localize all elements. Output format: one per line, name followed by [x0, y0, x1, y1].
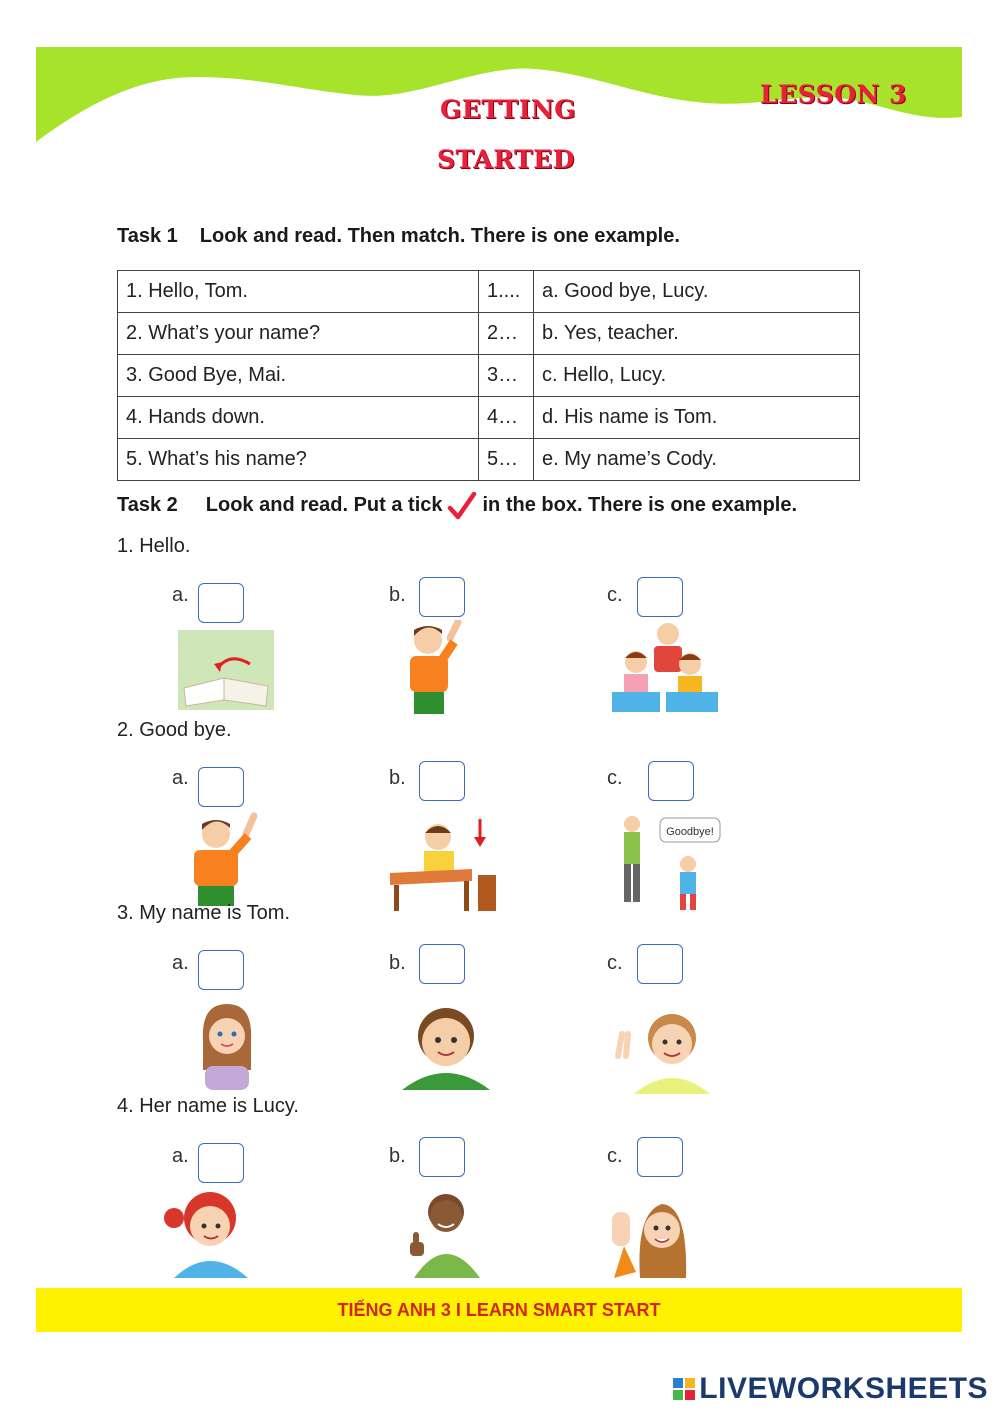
task2-instruction-end: in the box. There is one example.	[482, 493, 798, 516]
task2-heading	[117, 492, 797, 518]
q3-answer-box-a[interactable]	[198, 950, 244, 990]
table-row	[118, 439, 860, 481]
option-cell: a. Good bye, Lucy.	[534, 271, 860, 313]
option-label: c.	[607, 1145, 623, 1167]
boy-portrait-image	[398, 998, 494, 1090]
question-cell: 2. What’s your name?	[118, 313, 479, 355]
answer-slot[interactable]: 4…	[479, 397, 534, 439]
q1-answer-box-b[interactable]	[419, 577, 465, 617]
boy-at-desk-image	[388, 815, 500, 913]
option-label: c.	[607, 584, 623, 606]
task1-heading	[117, 225, 680, 248]
option-label: a.	[172, 767, 189, 789]
option-label: b.	[389, 1145, 406, 1167]
table-row	[118, 355, 860, 397]
table-row	[118, 313, 860, 355]
q1-answer-box-a[interactable]	[198, 583, 244, 623]
option-label: b.	[389, 952, 406, 974]
open-book-image	[178, 630, 274, 710]
task1-number: Task 1	[117, 225, 178, 247]
girl-portrait-image	[195, 1000, 259, 1090]
answer-slot[interactable]: 1....	[479, 271, 534, 313]
answer-slot[interactable]: 3…	[479, 355, 534, 397]
boy-thumbs-up-image	[404, 1186, 486, 1278]
title-line-1: GETTING	[440, 95, 577, 124]
q2-answer-box-a[interactable]	[198, 767, 244, 807]
q1-answer-box-c[interactable]	[637, 577, 683, 617]
girl-waving-image	[610, 1192, 696, 1278]
option-label: a.	[172, 952, 189, 974]
option-label: a.	[172, 1145, 189, 1167]
question-cell: 1. Hello, Tom.	[118, 271, 479, 313]
question-2-text: 2. Good bye.	[117, 719, 232, 741]
boy-peace-sign-image	[612, 1006, 712, 1094]
footer-bar	[36, 1288, 962, 1332]
title-line-2: STARTED	[437, 145, 575, 174]
matching-table	[117, 270, 860, 481]
tick-icon	[447, 492, 477, 520]
q2-answer-box-c[interactable]	[648, 761, 694, 801]
goodbye-scene-image	[608, 812, 726, 912]
option-label: b.	[389, 767, 406, 789]
option-label: c.	[607, 952, 623, 974]
answer-slot[interactable]: 2…	[479, 313, 534, 355]
liveworksheets-brand[interactable]	[673, 1372, 988, 1406]
brand-name: LIVEWORKSHEETS	[699, 1372, 988, 1405]
table-row	[118, 271, 860, 313]
option-cell: c. Hello, Lucy.	[534, 355, 860, 397]
red-haired-girl-image	[162, 1188, 252, 1278]
option-cell: e. My name’s Cody.	[534, 439, 860, 481]
q2-answer-box-b[interactable]	[419, 761, 465, 801]
option-label: a.	[172, 584, 189, 606]
boy-raising-hand-image	[402, 620, 468, 716]
question-1-text: 1. Hello.	[117, 535, 191, 557]
question-cell: 3. Good Bye, Mai.	[118, 355, 479, 397]
table-row	[118, 397, 860, 439]
speech-bubble-text: Goodbye!	[666, 826, 714, 838]
question-4-text: 4. Her name is Lucy.	[117, 1095, 299, 1117]
task2-number: Task 2	[117, 493, 178, 516]
q4-answer-box-b[interactable]	[419, 1137, 465, 1177]
question-cell: 5. What’s his name?	[118, 439, 479, 481]
liveworksheets-logo-icon	[673, 1378, 695, 1400]
boy-waving-image	[180, 812, 266, 908]
task1-instruction: Look and read. Then match. There is one example.	[199, 225, 680, 247]
answer-slot[interactable]: 5…	[479, 439, 534, 481]
lesson-label: LESSON 3	[760, 80, 907, 109]
option-label: b.	[389, 584, 406, 606]
task2-instruction-start: Look and read. Put a tick	[205, 493, 443, 516]
class-greeting-image	[610, 620, 720, 716]
q4-answer-box-a[interactable]	[198, 1143, 244, 1183]
q4-answer-box-c[interactable]	[637, 1137, 683, 1177]
q3-answer-box-b[interactable]	[419, 944, 465, 984]
question-3-text: 3. My name is Tom.	[117, 902, 291, 924]
footer-text: TIẾNG ANH 3 I LEARN SMART START	[337, 1299, 661, 1320]
q3-answer-box-c[interactable]	[637, 944, 683, 984]
option-cell: b. Yes, teacher.	[534, 313, 860, 355]
question-cell: 4. Hands down.	[118, 397, 479, 439]
option-cell: d. His name is Tom.	[534, 397, 860, 439]
option-label: c.	[607, 767, 623, 789]
